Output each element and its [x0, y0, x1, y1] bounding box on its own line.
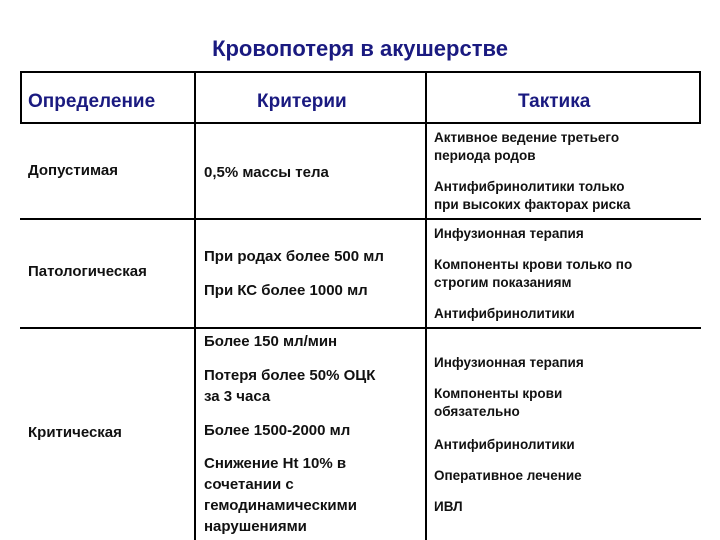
tactic-item: Оперативное лечение [434, 468, 582, 483]
criteria-item: 0,5% массы тела [204, 164, 329, 181]
tactic-item: Антифибринолитики [434, 437, 575, 452]
tactic-item: Компоненты крови обязательно [434, 386, 563, 419]
header-definition: Определение [28, 91, 156, 112]
criteria-item: Потеря более 50% ОЦК за 3 часа [204, 367, 376, 405]
tactic-item: Антифибринолитики только при высоких факторах риска [434, 179, 631, 212]
tactic-item: Инфузионная терапия [434, 226, 584, 241]
tactic-item: Антифибринолитики [434, 306, 575, 321]
table-left-border [20, 71, 22, 124]
header-criteria: Критерии [257, 91, 347, 112]
criteria-item: Более 1500-2000 мл [204, 422, 351, 439]
criteria-item: При родах более 500 мл [204, 248, 384, 265]
column-divider-2 [425, 71, 427, 540]
tactic-item: Активное ведение третьего периода родов [434, 130, 620, 163]
category-critical: Критическая [28, 424, 122, 441]
table-right-border [699, 71, 701, 124]
row-divider-1 [20, 218, 701, 220]
tactic-item: Компоненты крови только по строгим показаниям [434, 257, 633, 290]
criteria-item: Более 150 мл/мин [204, 333, 338, 350]
column-divider-1 [194, 71, 196, 540]
tactic-item: ИВЛ [434, 499, 463, 514]
tactic-item: Инфузионная терапия [434, 355, 584, 370]
table-top-border [20, 71, 701, 73]
header-bottom-border [20, 122, 701, 124]
page-title: Кровопотеря в акушерстве [212, 36, 508, 61]
category-acceptable: Допустимая [28, 162, 118, 179]
criteria-item: При КС более 1000 мл [204, 282, 368, 299]
header-tactics: Тактика [518, 91, 591, 112]
category-pathological: Патологическая [28, 263, 147, 280]
row-divider-2 [20, 327, 701, 329]
criteria-item: Снижение Ht 10% в сочетании с гемодинамическими нарушениями [204, 455, 357, 535]
